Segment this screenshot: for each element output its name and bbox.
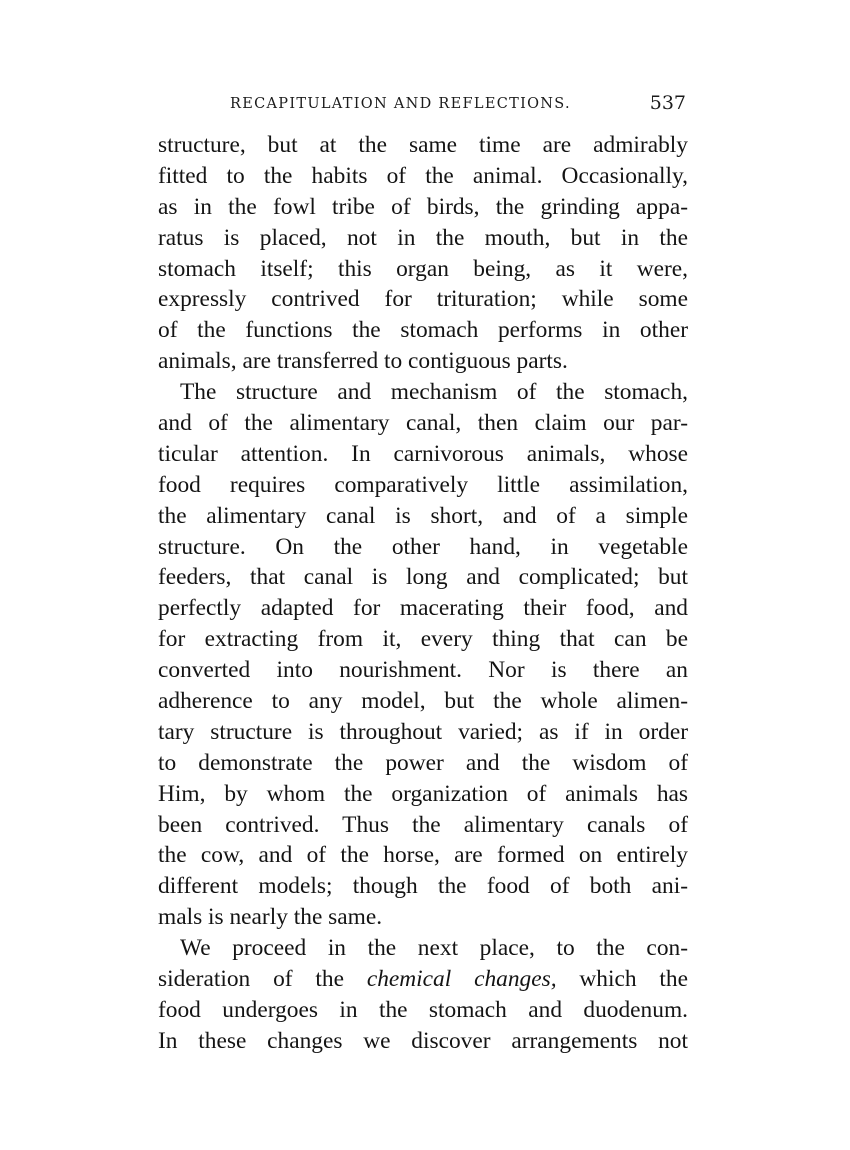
- body-text: [158, 130, 688, 1057]
- text-line: In these changes we discover arrangements not: [158, 1027, 688, 1054]
- text-line: been contrived. Thus the alimentary canals of: [158, 811, 688, 838]
- text-line: ratus is placed, not in the mouth, but in the: [158, 224, 688, 251]
- text-line: Him, by whom the organization of animals has: [158, 780, 688, 807]
- text-line: converted into nourishment. Nor is there an: [158, 657, 688, 684]
- text-line: food undergoes in the stomach and duodenum.: [158, 996, 688, 1023]
- text-segment: which the: [556, 966, 688, 993]
- text-line: structure, but at the same time are admirably: [158, 132, 688, 158]
- page-number: 537: [649, 92, 686, 114]
- text-line: mals is nearly the same.: [158, 904, 383, 931]
- text-line: tary structure is throughout varied; as if in order: [158, 718, 688, 745]
- running-head: [230, 92, 686, 116]
- text-line: to demonstrate the power and the wisdom of: [158, 749, 688, 776]
- text-line: structure. On the other hand, in vegetable: [158, 533, 688, 560]
- text-segment: sideration of the: [158, 966, 367, 993]
- text-line: and of the alimentary canal, then claim our par-: [158, 410, 688, 437]
- text-line: stomach itself; this organ being, as it were,: [158, 255, 688, 282]
- text-line: ticular attention. In carnivorous animals, whose: [158, 440, 688, 467]
- text-line: of the functions the stomach performs in other: [158, 317, 688, 344]
- text-line: for extracting from it, every thing that can be: [158, 626, 688, 653]
- italic-emphasis: chemical changes,: [366, 966, 557, 993]
- text-line-with-emphasis: [158, 964, 688, 995]
- text-line: perfectly adapted for macerating their food, and: [158, 595, 688, 622]
- text-line: adherence to any model, but the whole alimen-: [158, 688, 688, 715]
- text-line: the alimentary canal is short, and of a simple: [158, 502, 688, 529]
- text-line: as in the fowl tribe of birds, the grinding appa-: [158, 193, 688, 220]
- text-line: different models; though the food of both ani-: [158, 873, 688, 900]
- text-line: expressly contrived for trituration; while some: [158, 286, 688, 313]
- text-line: fitted to the habits of the animal. Occasionally,: [158, 162, 688, 189]
- text-line: animals, are transferred to contiguous parts.: [158, 348, 568, 375]
- paragraph-first-line: We proceed in the next place, to the con-: [180, 935, 688, 962]
- text-line: food requires comparatively little assimilation,: [158, 471, 688, 498]
- text-line: feeders, that canal is long and complicated; but: [158, 564, 688, 591]
- text-line: the cow, and of the horse, are formed on entirely: [158, 842, 688, 869]
- paragraph-first-line: The structure and mechanism of the stomach,: [180, 379, 688, 406]
- running-head-title: RECAPITULATION AND REFLECTIONS.: [230, 96, 571, 112]
